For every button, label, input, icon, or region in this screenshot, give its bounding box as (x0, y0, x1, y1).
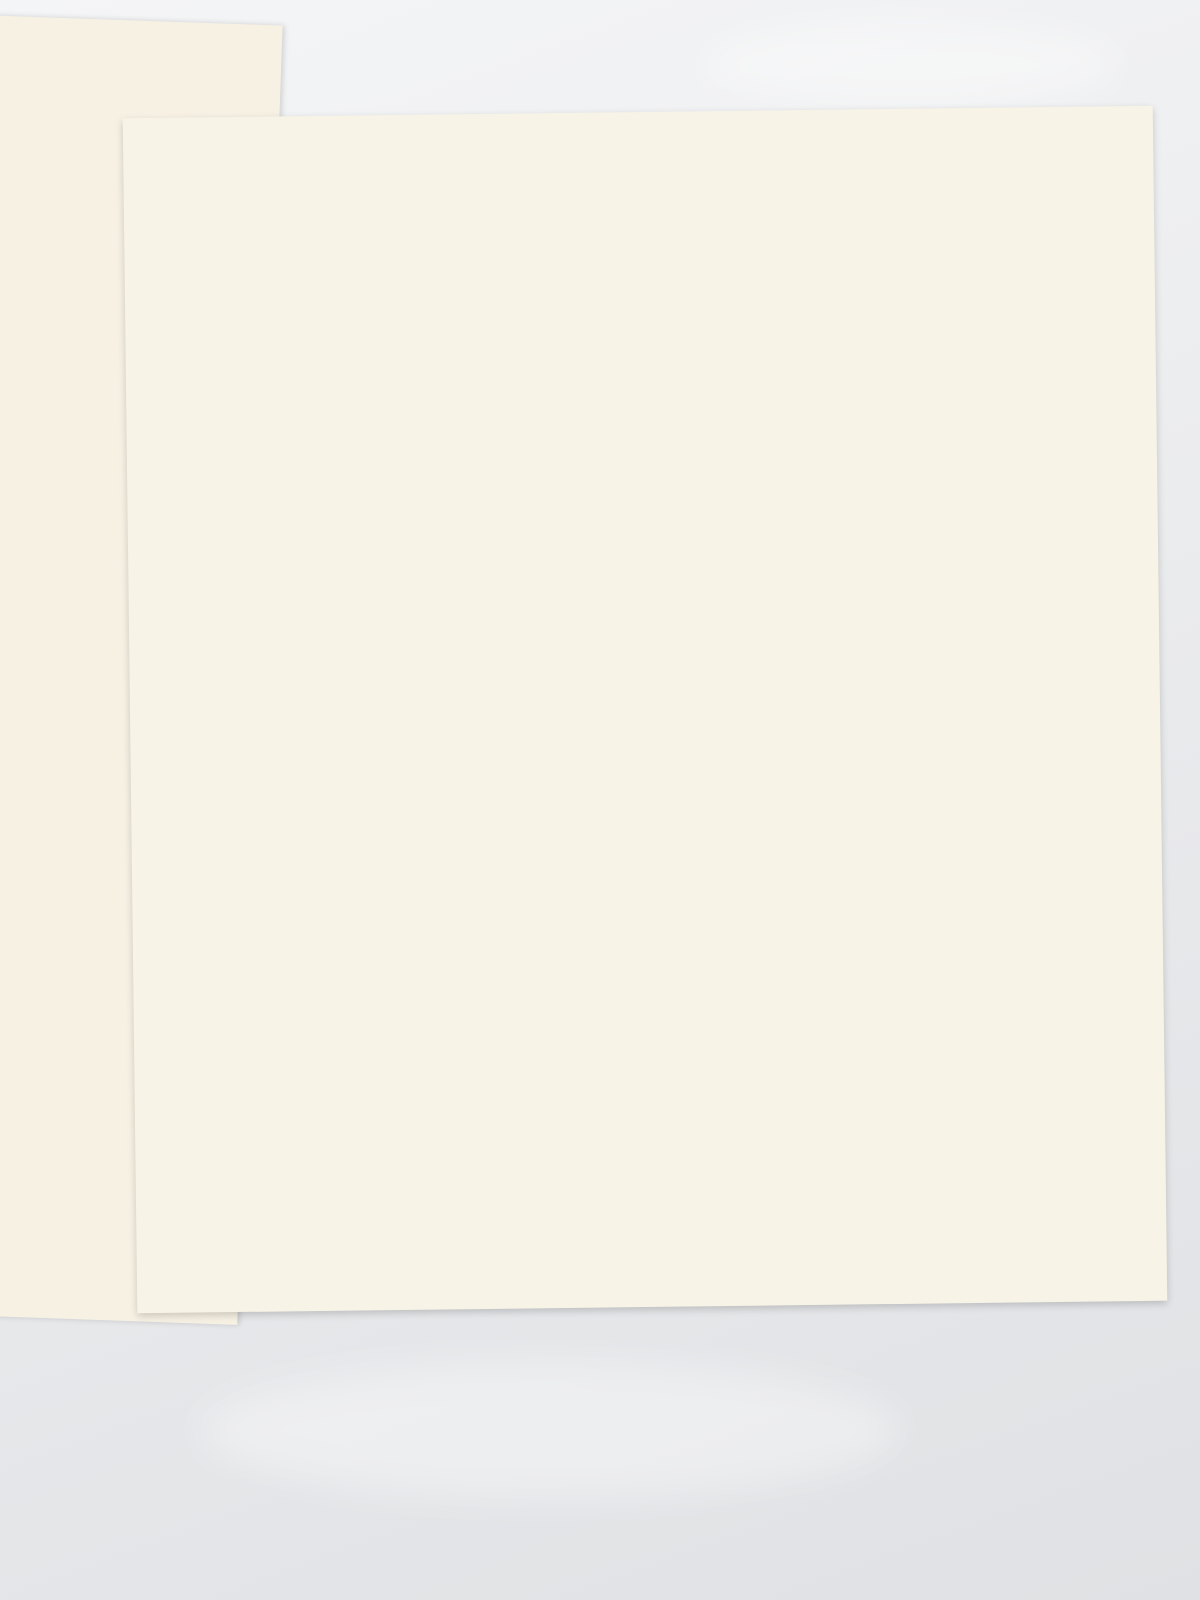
cloth-highlight (700, 20, 1120, 110)
cloth-highlight (200, 1360, 900, 1500)
right-page (123, 106, 1168, 1313)
